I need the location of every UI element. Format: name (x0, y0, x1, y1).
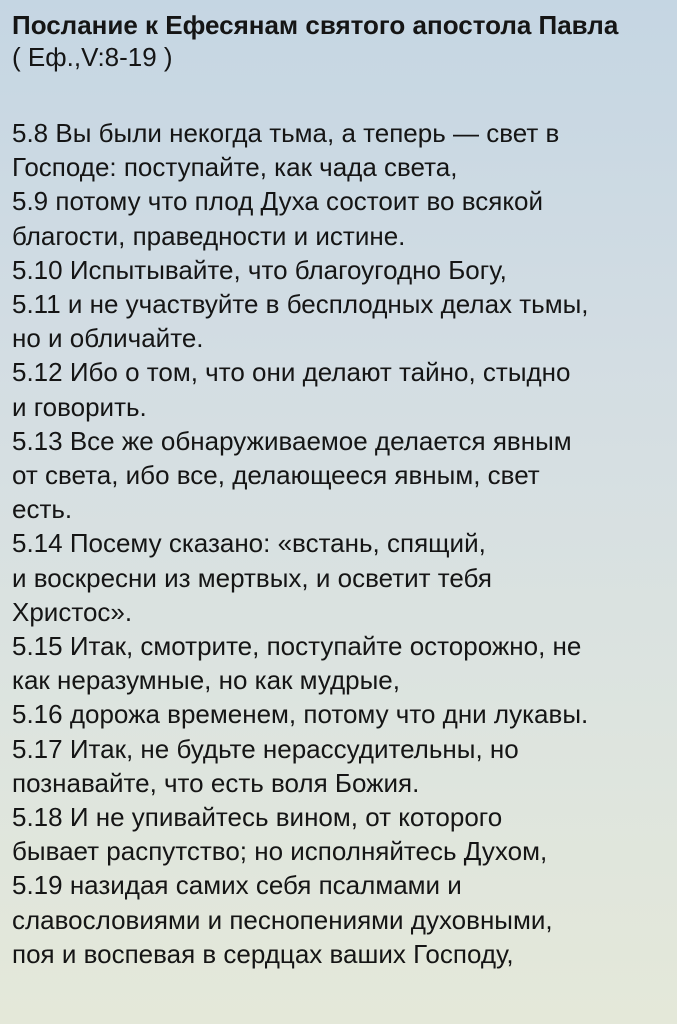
text-line: 5.19 назидая самих себя псалмами и (12, 870, 462, 901)
text-line: поя и воспевая в сердцах ваших Господу, (12, 938, 514, 969)
scripture-reference: ( Еф.,V:8-19 ) (12, 42, 173, 72)
text-line: 5.9 потому что плод Духа состоит во всякой (12, 186, 543, 217)
text-line: познавайте, что есть воля Божия. (12, 767, 420, 798)
text-line: Христос». (12, 596, 133, 627)
text-line: есть. (12, 494, 73, 525)
text-line: 5.16 дорожа временем, потому что дни лукавы. (12, 699, 589, 730)
text-line: славословиями и песнопениями духовными, (12, 904, 553, 935)
text-line: но и обличайте. (12, 323, 204, 354)
text-line: 5.8 Вы были некогда тьма, а теперь — свет в (12, 118, 560, 148)
text-line: 5.11 и не участвуйте в бесплодных делах тьмы, (12, 289, 589, 320)
text-line: Господе: поступайте, как чада света, (12, 152, 458, 183)
text-line: благости, праведности и истине. (12, 220, 406, 251)
text-line: 5.13 Все же обнаруживаемое делается явным (12, 425, 572, 456)
text-line: 5.12 Ибо о том, что они делают тайно, стыдно (12, 357, 571, 388)
text-line: от света, ибо все, делающееся явным, свет (12, 460, 540, 491)
text-line: и воскресни из мертвых, и осветит тебя (12, 562, 492, 593)
text-line: 5.18 И не упивайтесь вином, от которого (12, 802, 503, 833)
text-line: 5.17 Итак, не будьте нерассудительны, но (12, 733, 519, 764)
text-line: и говорить. (12, 391, 147, 422)
text-line: бывает распутство; но исполняйтесь Духом, (12, 836, 548, 867)
text-line: 5.15 Итак, смотрите, поступайте осторожно, не (12, 631, 582, 662)
text-line: 5.10 Испытывайте, что благоугодно Богу, (12, 254, 507, 285)
page-title: Послание к Ефесянам святого апостола Павла (12, 10, 619, 40)
text-line: 5.14 Посему сказано: «встань, спящий, (12, 528, 486, 559)
scripture-text (12, 116, 677, 971)
text-line: как неразумные, но как мудрые, (12, 665, 400, 696)
